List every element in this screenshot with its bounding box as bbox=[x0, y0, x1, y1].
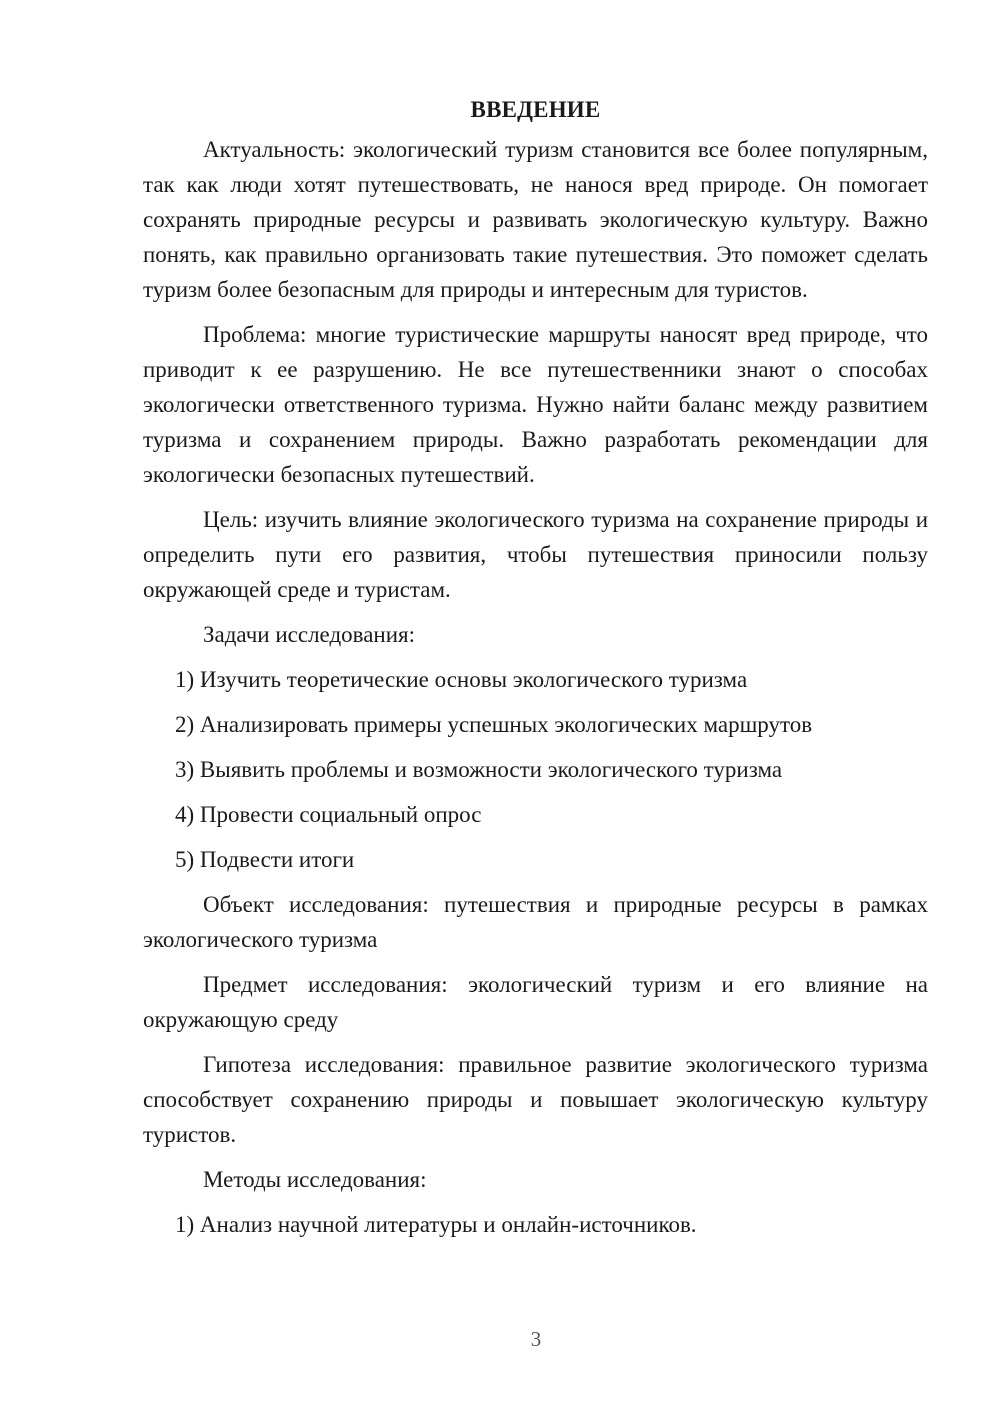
object-paragraph: Объект исследования: путешествия и природные ресурсы в рамках экологического туризма bbox=[143, 892, 928, 952]
section-title: ВВЕДЕНИЕ bbox=[470, 97, 601, 122]
methods-list bbox=[143, 1207, 928, 1242]
subject-paragraph: Предмет исследования: экологический туризм и его влияние на окружающую среду bbox=[143, 972, 928, 1032]
task-item: 4) Провести социальный опрос bbox=[175, 802, 482, 827]
methods-heading: Методы исследования: bbox=[203, 1167, 427, 1192]
hypothesis-paragraph: Гипотеза исследования: правильное развитие экологического туризма способствует сохранению природы и повышает экологическую культуру туристов. bbox=[143, 1052, 928, 1147]
relevance-paragraph: Актуальность: экологический туризм становится все более популярным, так как люди хотят путешествовать, не нанося вред природе. Он помогает сохранять природные ресурсы и развивать экологическую культуру. Важно понять, как правильно организовать такие путешествия. Это поможет сделать туризм более безопасным для природы и интересным для туристов. bbox=[143, 137, 928, 302]
method-item: 1) Анализ научной литературы и онлайн-источников. bbox=[175, 1212, 697, 1237]
task-item: 3) Выявить проблемы и возможности экологического туризма bbox=[175, 757, 783, 782]
task-item: 1) Изучить теоретические основы экологического туризма bbox=[175, 667, 748, 692]
task-item: 2) Анализировать примеры успешных экологических маршрутов bbox=[175, 712, 813, 737]
task-item: 5) Подвести итоги bbox=[175, 847, 355, 872]
page-number: 3 bbox=[530, 1327, 542, 1351]
tasks-list bbox=[143, 662, 928, 877]
document-page bbox=[143, 88, 928, 1252]
goal-paragraph: Цель: изучить влияние экологического туризма на сохранение природы и определить пути его развития, чтобы путешествия приносили пользу окружающей среде и туристам. bbox=[143, 507, 928, 602]
tasks-heading: Задачи исследования: bbox=[203, 622, 416, 647]
problem-paragraph: Проблема: многие туристические маршруты наносят вред природе, что приводит к ее разрушению. Не все путешественники знают о способах экологически ответственного туризма. Нужно найти баланс между развитием туризма и сохранением природы. Важно разработать рекомендации для экологически безопасных путешествий. bbox=[143, 322, 928, 487]
